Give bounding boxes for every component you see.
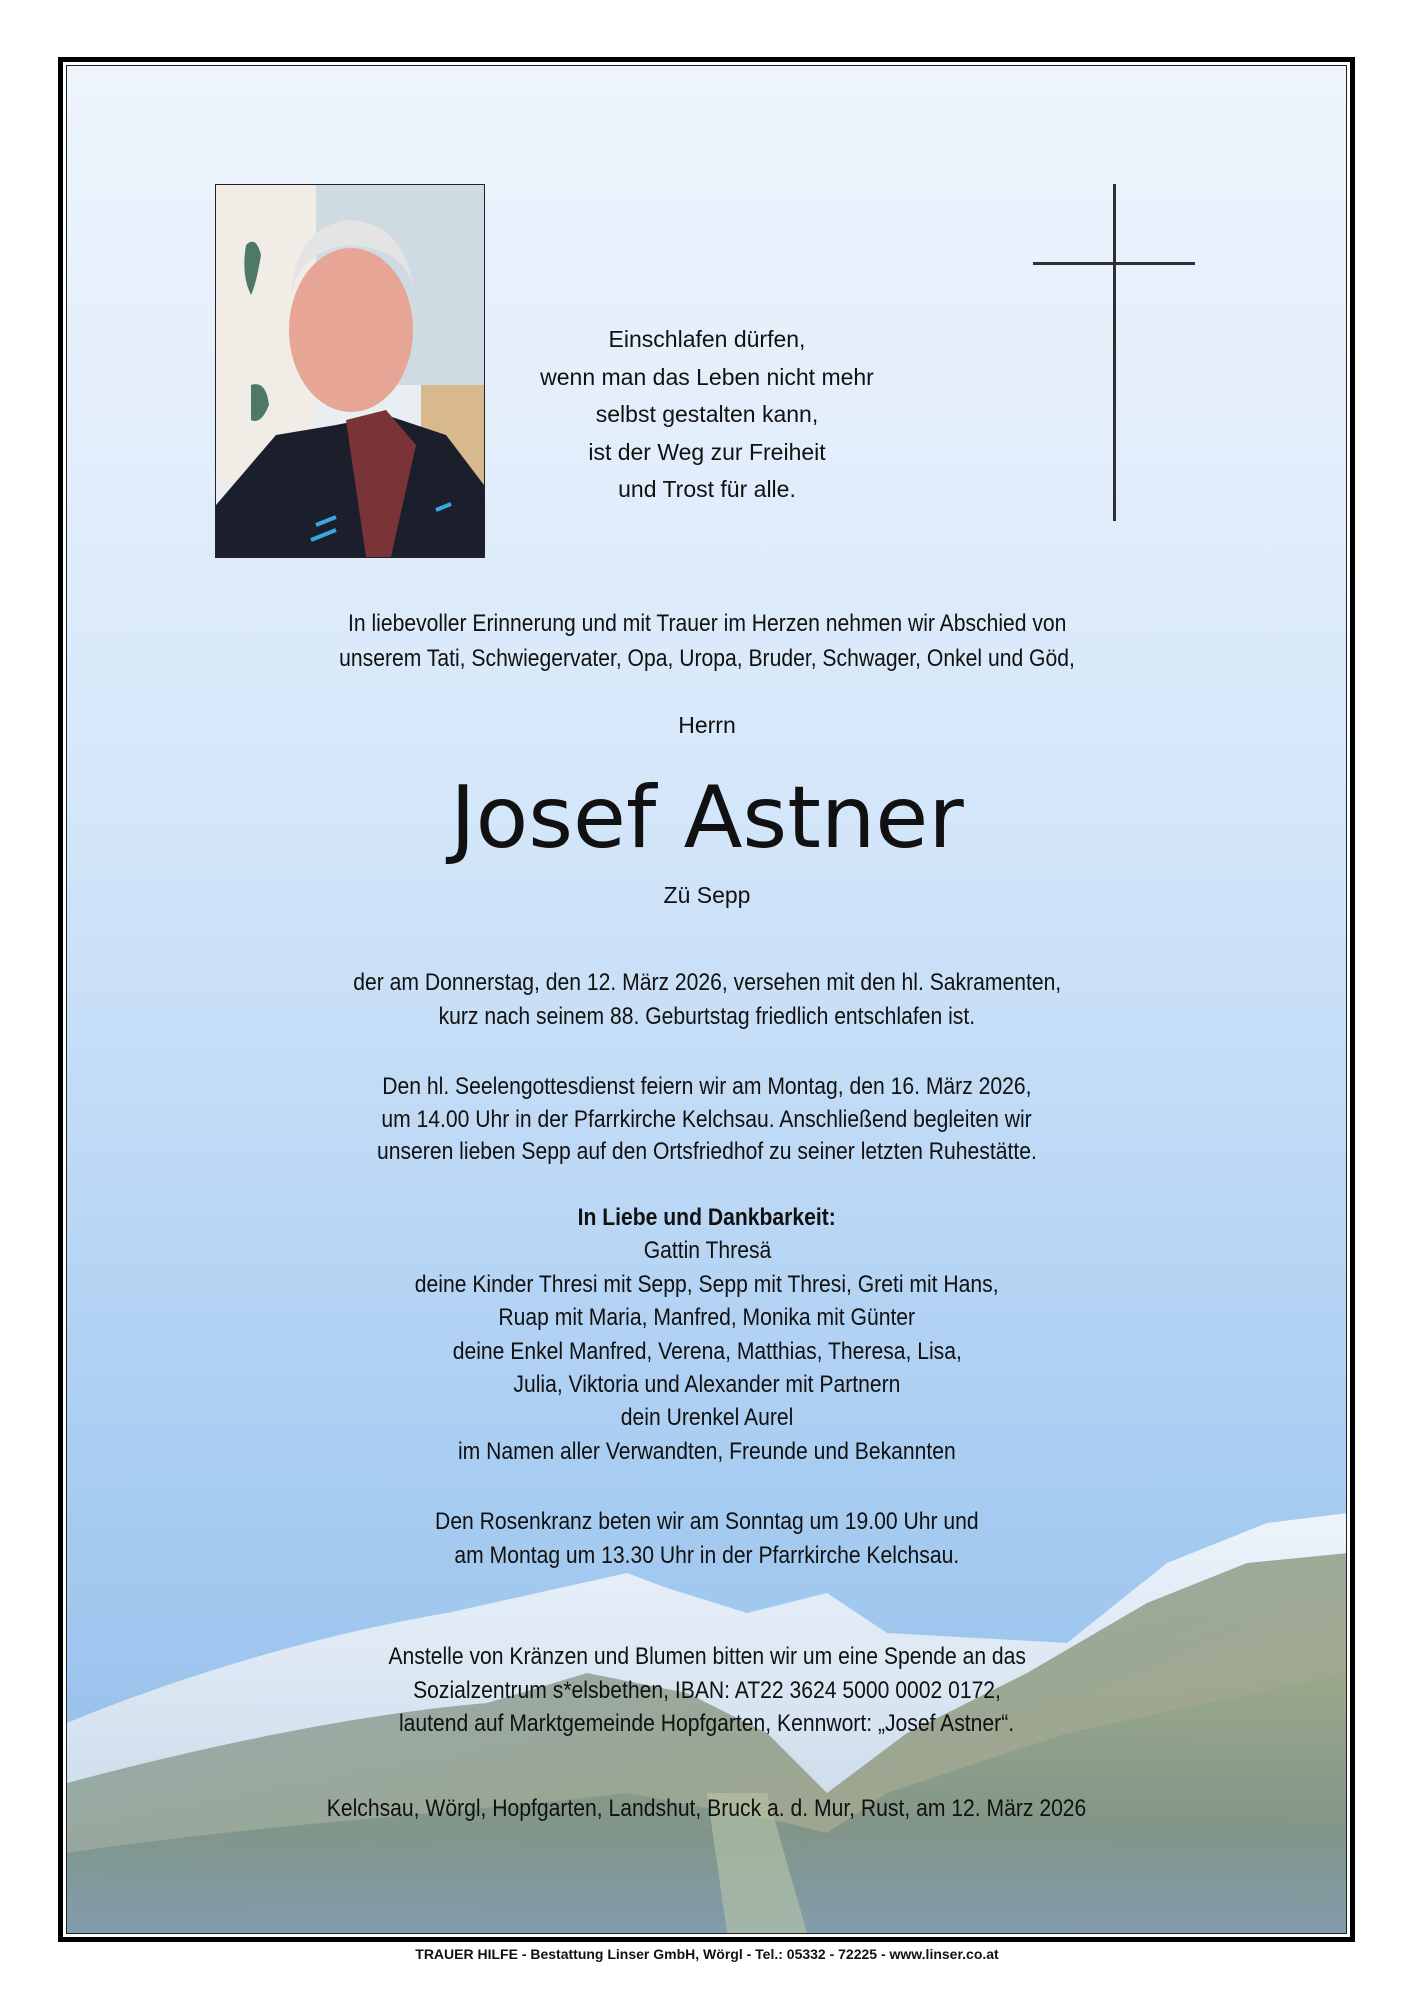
poem (0, 321, 1414, 509)
poem-line: selbst gestalten kann, (595, 401, 819, 427)
mourner-line: Julia, Viktoria und Alexander mit Partnern (513, 1371, 901, 1399)
deceased-name: Josef Astner (450, 768, 964, 868)
mourners-list (0, 1201, 1414, 1468)
intro-line: unserem Tati, Schwiegervater, Opa, Uropa, Bruder, Schwager, Onkel und Göd, (339, 645, 1075, 672)
funeral-home-footer: TRAUER HILFE - Bestattung Linser GmbH, Wörgl - Tel.: 05332 - 72225 - www.linser.co.at (415, 1946, 999, 1962)
latin-cross-icon-bar (1033, 262, 1195, 265)
mourner-line: im Namen aller Verwandten, Freunde und Bekannten (458, 1437, 956, 1465)
paragraph-line: am Montag um 13.30 Uhr in der Pfarrkirche Kelchsau. (454, 1542, 960, 1569)
salutation: Herrn (678, 712, 736, 738)
mourner-line: dein Urenkel Aurel (620, 1404, 794, 1432)
mourner-line: deine Enkel Manfred, Verena, Matthias, Theresa, Lisa, (452, 1337, 962, 1365)
paragraph-line: Anstelle von Kränzen und Blumen bitten wir um eine Spende an das (388, 1643, 1026, 1670)
intro-text (0, 606, 1414, 676)
poem-line: wenn man das Leben nicht mehr (540, 363, 874, 390)
rosary-paragraph (0, 1505, 1414, 1573)
paragraph-line: lautend auf Marktgemeinde Hopfgarten, Kennwort: „Josef Astner“. (399, 1710, 1015, 1737)
mourner-line: Gattin Thresä (643, 1237, 771, 1265)
poem-line: Einschlafen dürfen, (608, 326, 806, 352)
paragraph-line: Sozialzentrum s*elsbethen, IBAN: AT22 3624 5000 0002 0172, (413, 1676, 1001, 1704)
paragraph-line: Den hl. Seelengottesdienst feiern wir am Montag, den 16. März 2026, (382, 1073, 1032, 1100)
donation-paragraph (0, 1640, 1414, 1741)
mourners-heading: In Liebe und Dankbarkeit: (577, 1204, 837, 1231)
death-paragraph (0, 966, 1414, 1033)
intro-line: In liebevoller Erinnerung und mit Trauer im Herzen nehmen wir Abschied von (347, 610, 1067, 637)
deceased-nickname: Zü Sepp (663, 882, 751, 908)
paragraph-line: kurz nach seinem 88. Geburtstag friedlich entschlafen ist. (438, 1002, 976, 1030)
funeral-paragraph (0, 1071, 1414, 1169)
paragraph-line: der am Donnerstag, den 12. März 2026, versehen mit den hl. Sakramenten, (353, 969, 1061, 996)
mourner-line: deine Kinder Thresi mit Sepp, Sepp mit Thresi, Greti mit Hans, (415, 1270, 999, 1298)
poem-line: ist der Weg zur Freiheit (588, 438, 826, 465)
paragraph-line: um 14.00 Uhr in der Pfarrkirche Kelchsau. Anschließend begleiten wir (381, 1105, 1033, 1133)
place-and-date (0, 1792, 1414, 1826)
place-date-text: Kelchsau, Wörgl, Hopfgarten, Landshut, Bruck a. d. Mur, Rust, am 12. März 2026 (327, 1795, 1087, 1822)
paragraph-line: unseren lieben Sepp auf den Ortsfriedhof zu seiner letzten Ruhestätte. (377, 1138, 1037, 1165)
paragraph-line: Den Rosenkranz beten wir am Sonntag um 19.00 Uhr und (435, 1508, 979, 1535)
poem-line: und Trost für alle. (618, 476, 796, 502)
mourner-line: Ruap mit Maria, Manfred, Monika mit Günter (498, 1304, 916, 1332)
